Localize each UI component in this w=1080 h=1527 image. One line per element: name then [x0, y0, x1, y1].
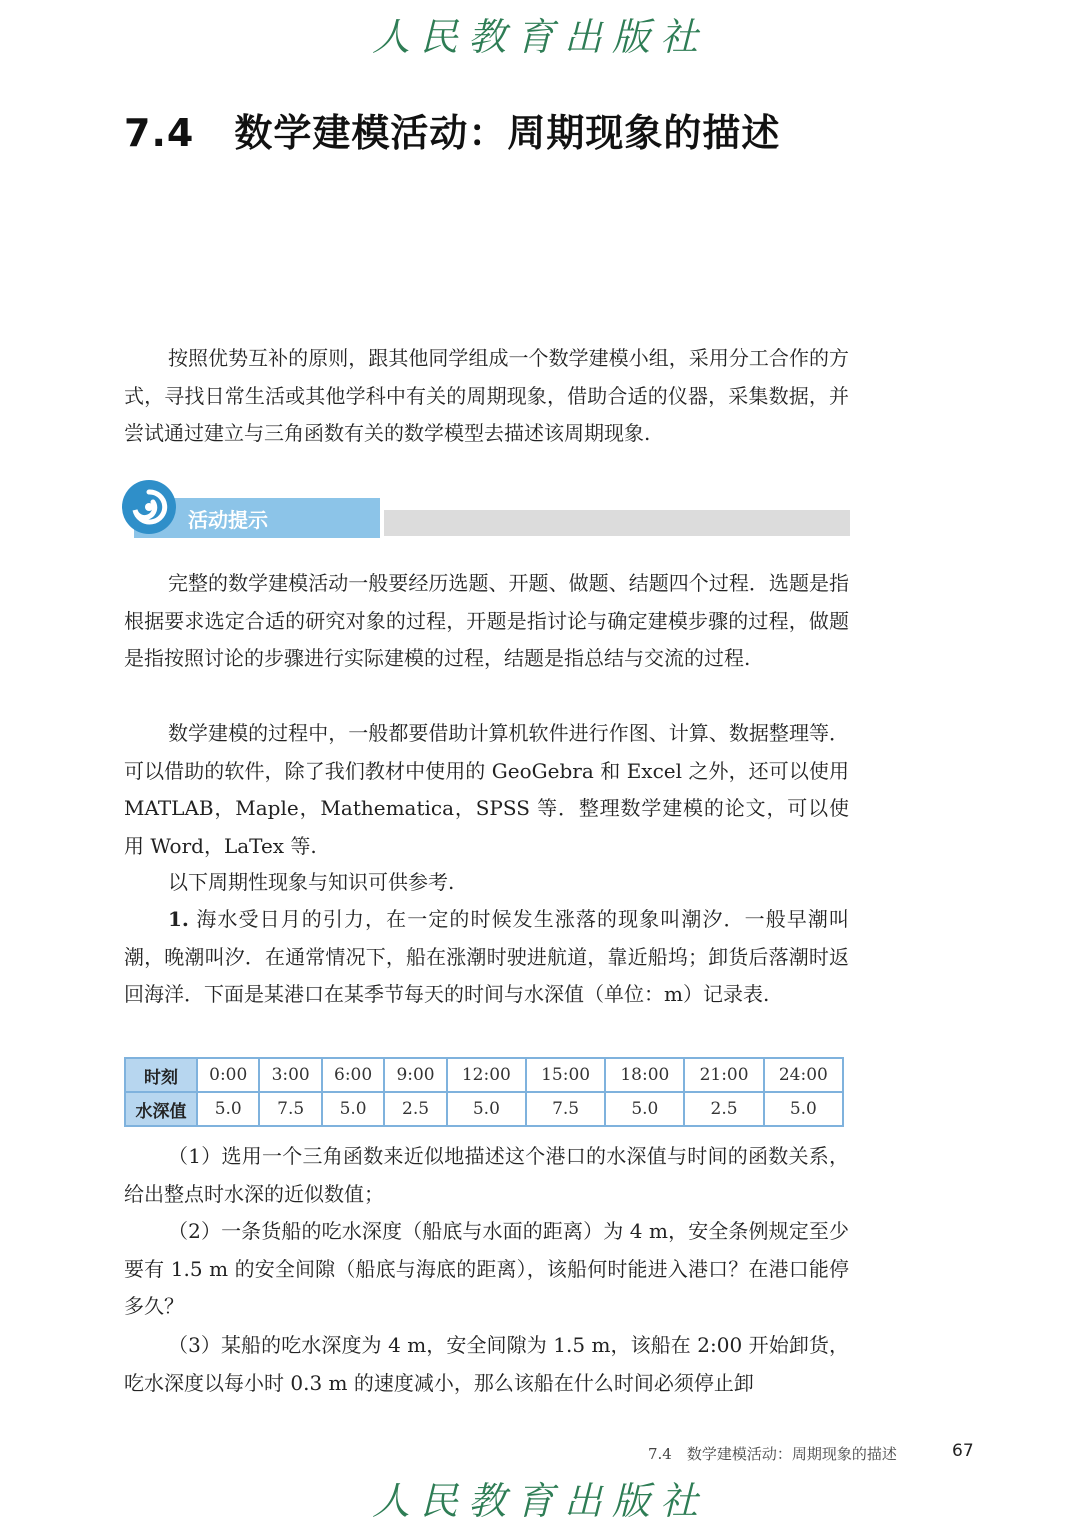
- depth-cell: 2.5: [684, 1092, 763, 1126]
- time-cell: 24:00: [764, 1058, 843, 1092]
- depth-header: 水深值: [125, 1092, 197, 1126]
- item1-paragraph: [124, 901, 849, 1014]
- time-cell: 9:00: [384, 1058, 446, 1092]
- depth-cell: 5.0: [197, 1092, 259, 1126]
- question-1: （1）选用一个三角函数来近似地描述这个港口的水深值与时间的函数关系，给出整点时水深的近似数值；: [124, 1144, 849, 1206]
- paragraph-process: 完整的数学建模活动一般要经历选题、开题、做题、结题四个过程．选题是指根据要求选定合适的研究对象的过程，开题是指讨论与确定建模步骤的过程，做题是指按照讨论的步骤进行实际建模的过程，结题是指总结与交流的过程.: [124, 571, 849, 670]
- publisher-watermark-bottom: 人民教育出版社: [371, 1479, 708, 1523]
- depth-cell: 2.5: [384, 1092, 446, 1126]
- time-cell: 18:00: [605, 1058, 684, 1092]
- item1-number: 1.: [168, 907, 189, 931]
- section-number: 7.4: [124, 111, 195, 155]
- time-header: 时刻: [125, 1058, 197, 1092]
- activity-hint-banner: [122, 478, 852, 542]
- question-3: （3）某船的吃水深度为 4 m，安全间隙为 1.5 m，该船在 2:00 开始卸货，吃水深度以每小时 0.3 m 的速度减小，那么该船在什么时间必须停止卸: [124, 1333, 849, 1395]
- question-2: （2）一条货船的吃水深度（船底与水面的距离）为 4 m，安全条例规定至少要有 1.5 m 的安全间隙（船底与海底的距离），该船何时能进入港口？在港口能停多久？: [124, 1219, 849, 1318]
- item1-text: 海水受日月的引力，在一定的时候发生涨落的现象叫潮汐．一般早潮叫潮，晚潮叫汐．在通常情况下，船在涨潮时驶进航道，靠近船坞；卸货后落潮时返回海洋．下面是某港口在某季节每天的时间与水深值（单位：m）记录表.: [124, 907, 850, 1006]
- hint-grey-bar: [384, 510, 850, 536]
- intro-paragraph: 按照优势互补的原则，跟其他同学组成一个数学建模小组，采用分工合作的方式，寻找日常生活或其他学科中有关的周期现象，借助合适的仪器，采集数据，并尝试通过建立与三角函数有关的数学模型去描述该周期现象.: [124, 346, 849, 445]
- time-cell: 6:00: [322, 1058, 384, 1092]
- table-row-time: [125, 1058, 843, 1092]
- publisher-watermark-top: 人民教育出版社: [371, 15, 708, 59]
- depth-cell: 5.0: [447, 1092, 526, 1126]
- section-title: [124, 102, 780, 157]
- time-cell: 21:00: [684, 1058, 763, 1092]
- section-title-text: 数学建模活动：周期现象的描述: [234, 111, 781, 155]
- paragraph-reference: 以下周期性现象与知识可供参考.: [168, 870, 455, 894]
- time-cell: 12:00: [447, 1058, 526, 1092]
- depth-cell: 5.0: [764, 1092, 843, 1126]
- table-row-depth: [125, 1092, 843, 1126]
- depth-cell: 7.5: [259, 1092, 321, 1126]
- paragraph-software: 数学建模的过程中，一般都要借助计算机软件进行作图、计算、数据整理等．可以借助的软件，除了我们教材中使用的 GeoGebra 和 Excel 之外，还可以使用 MATLAB，Maple，Mathematica，SPSS 等．整理数学建模的论文，可以使用 Word，LaTex 等.: [124, 721, 849, 858]
- swirl-icon: [122, 480, 176, 534]
- time-cell: 3:00: [259, 1058, 321, 1092]
- hint-label: 活动提示: [188, 508, 268, 532]
- depth-cell: 7.5: [526, 1092, 605, 1126]
- tide-table: [124, 1057, 844, 1127]
- time-cell: 15:00: [526, 1058, 605, 1092]
- depth-cell: 5.0: [322, 1092, 384, 1126]
- page-footer: [648, 1441, 974, 1464]
- page-number: 67: [952, 1441, 974, 1461]
- depth-cell: 5.0: [605, 1092, 684, 1126]
- time-cell: 0:00: [197, 1058, 259, 1092]
- footer-text: 7.4 数学建模活动：周期现象的描述: [648, 1445, 897, 1463]
